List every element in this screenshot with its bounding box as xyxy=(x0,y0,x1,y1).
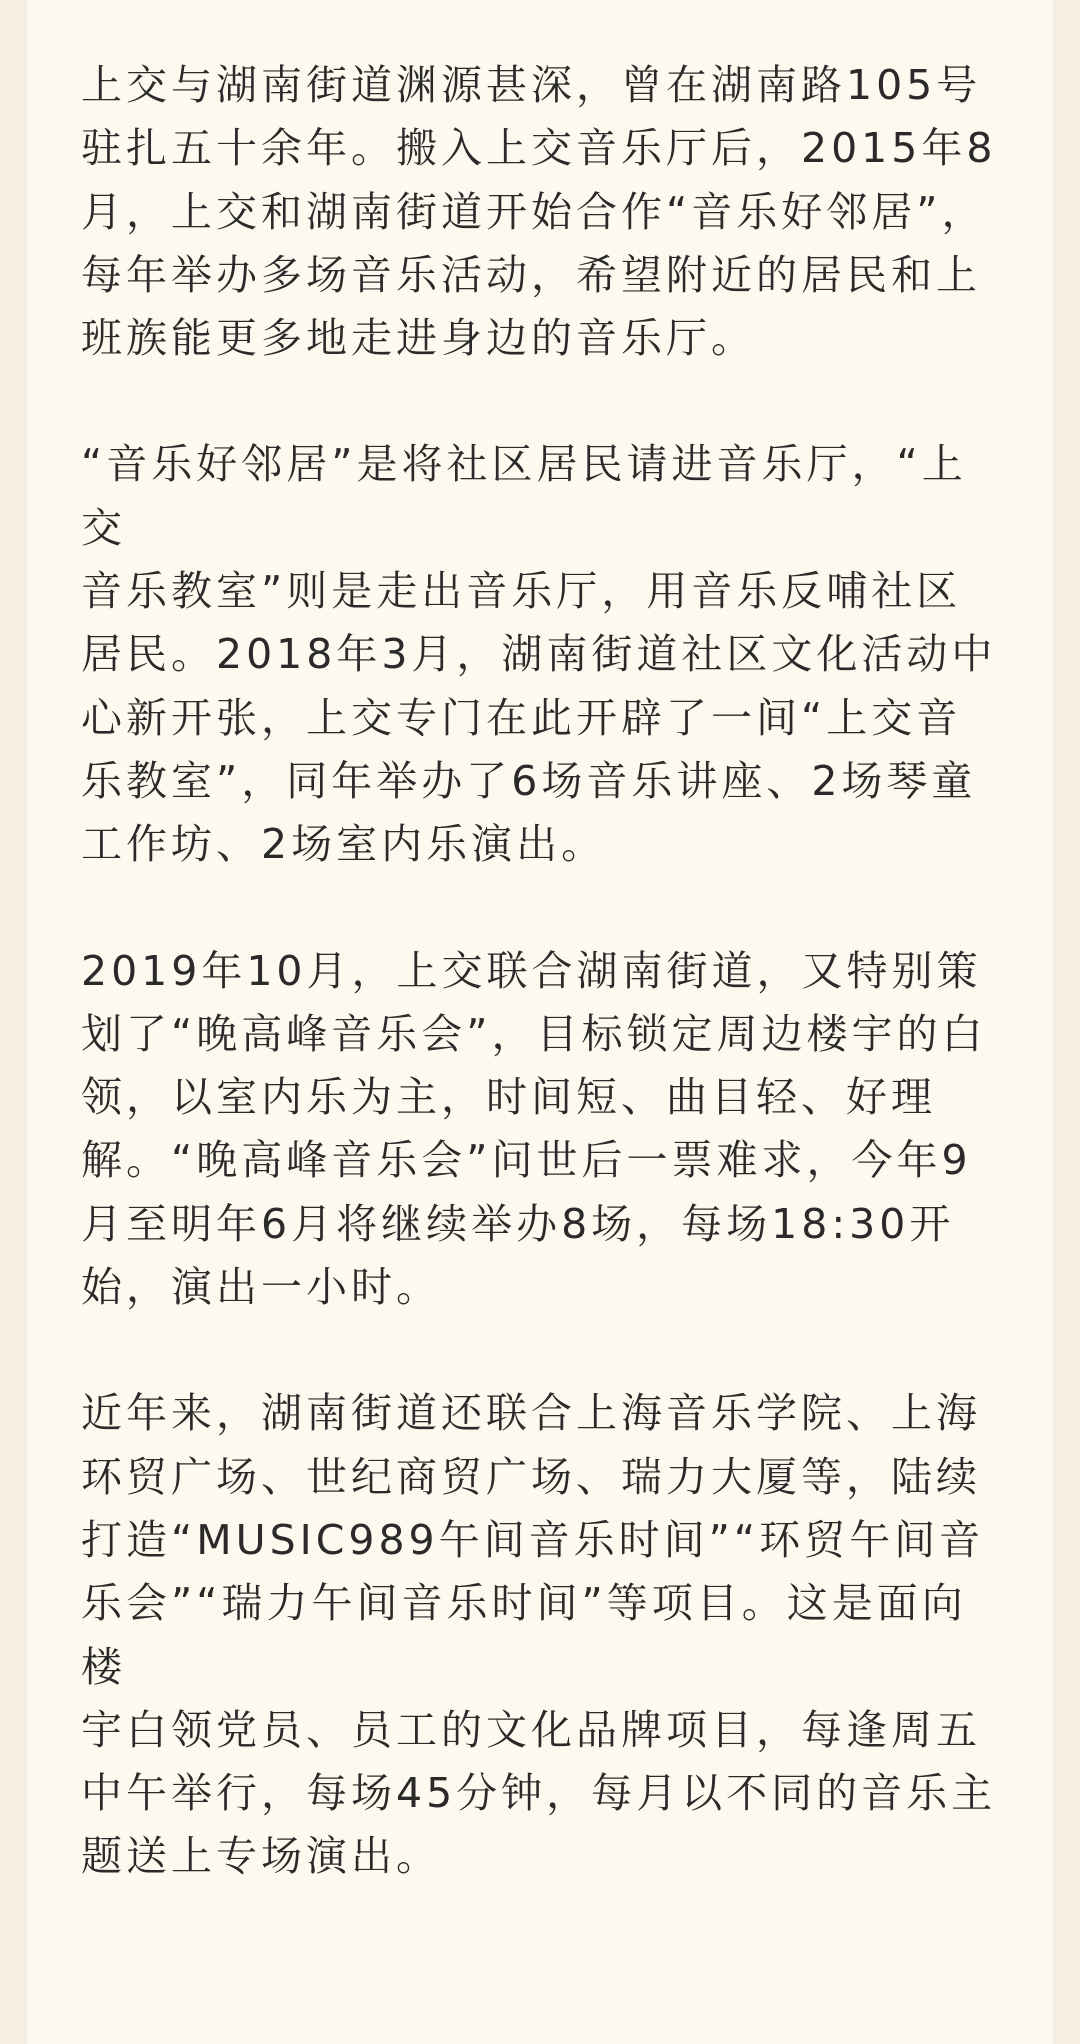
paragraph-4: 近年来，湖南街道还联合上海音乐学院、上海 环贸广场、世纪商贸广场、瑞力大厦等，陆续 打造“MUSIC989午间音乐时间”“环贸午间音 乐会”“瑞力午间音乐时间”等项目。这是面向楼 宇白领党员、员工的文化品牌项目，每逢周五 中午举行，每场45分钟，每月以不同的音乐主 题送上专场演出。 xyxy=(81,1389,997,1881)
paragraph-2: “音乐好邻居”是将社区居民请进音乐厅，“上交 音乐教室”则是走出音乐厅，用音乐反哺社区 居民。2018年3月，湖南街道社区文化活动中 心新开张，上交专门在此开辟了一间“上交音 乐教室”，同年举办了6场音乐讲座、2场琴童 工作坊、2场室内乐演出。 xyxy=(81,440,997,869)
article-body xyxy=(81,54,999,1889)
paragraph-3: 2019年10月，上交联合湖南街道，又特别策 划了“晚高峰音乐会”，目标锁定周边楼宇的白 领，以室内乐为主，时间短、曲目轻、好理 解。“晚高峰音乐会”问世后一票难求，今年9 月至明年6月将继续举办8场，每场18:30开 始，演出一小时。 xyxy=(81,946,987,1312)
paragraph-1: 上交与湖南街道渊源甚深，曾在湖南路105号 驻扎五十余年。搬入上交音乐厅后，2015年8 月，上交和湖南街道开始合作“音乐好邻居”， 每年举办多场音乐活动，希望附近的居民和上 班族能更多地走进身边的音乐厅。 xyxy=(81,61,997,363)
